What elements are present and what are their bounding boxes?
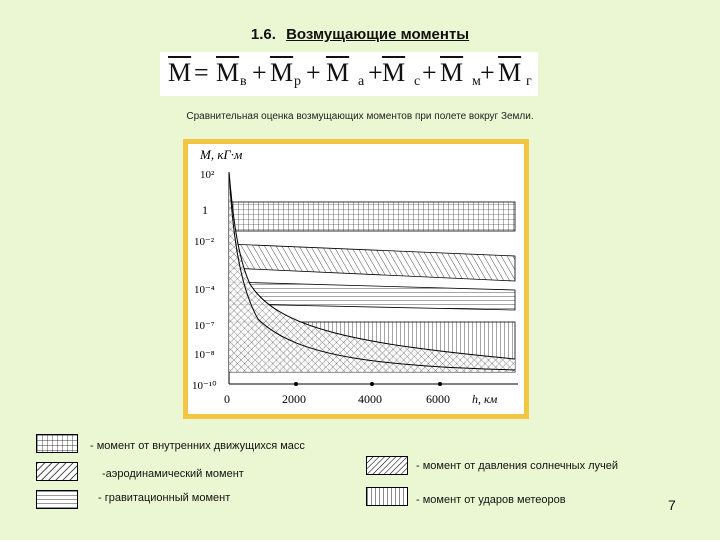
x-tick-mark <box>438 382 442 386</box>
formula-plus: + <box>252 58 267 87</box>
y-tick-label: 10² <box>200 169 215 181</box>
formula-term: $\overline{M}$ <box>270 58 294 87</box>
band-solar-pressure <box>229 244 515 281</box>
formula-subscript: р <box>294 74 301 89</box>
x-axis-label: h, км <box>472 392 498 406</box>
formula-subscript: м <box>472 74 481 89</box>
formula-plus: + <box>422 58 437 87</box>
legend-label-internal-masses: - момент от внутренних движущихся масс <box>90 440 305 452</box>
legend-swatch-internal-masses <box>36 434 78 453</box>
formula-plus: + <box>368 58 383 87</box>
legend-label-aerodynamic: -аэродинамический момент <box>102 468 244 480</box>
page-number: 7 <box>668 497 676 513</box>
legend-swatch-aerodynamic <box>36 462 78 481</box>
y-tick-label: 10⁻⁸ <box>194 349 215 361</box>
y-axis-label: M, кГ·м <box>200 147 243 162</box>
y-tick-label: 10⁻⁷ <box>194 320 215 332</box>
formula-term: $\overline{M}$ <box>498 58 522 87</box>
formula-plus: + <box>480 58 495 87</box>
formula-subscript: г <box>526 74 532 89</box>
y-tick-label: 10⁻² <box>194 236 215 248</box>
legend-swatch-solar-pressure <box>366 456 408 475</box>
x-tick-mark <box>294 382 298 386</box>
legend-swatch-meteor-impacts <box>366 487 408 506</box>
torque-sum-formula <box>160 52 538 96</box>
slide-title-text: Возмущающие моменты <box>286 26 470 43</box>
legend-label-gravitational: - гравитационный момент <box>98 492 231 504</box>
legend-label-meteor-impacts: - момент от ударов метеоров <box>416 494 566 506</box>
formula-subscript: с <box>414 74 421 89</box>
y-tick-label: 10⁻⁴ <box>194 284 215 296</box>
formula-term: $\overline{M}$ <box>326 58 350 87</box>
y-tick-label: 10⁻¹⁰ <box>192 380 217 392</box>
legend-swatch-gravitational <box>36 490 78 509</box>
band-internal-masses <box>229 202 515 231</box>
formula-subscript: а <box>358 74 365 89</box>
x-tick-label: 4000 <box>358 392 382 406</box>
x-tick-mark <box>370 382 374 386</box>
formula-term: $\overline{M}$ <box>440 58 464 87</box>
slide-number: 1.6. <box>250 26 276 43</box>
formula-term: $\overline{M}$ <box>168 58 192 87</box>
formula-plus: + <box>306 58 321 87</box>
y-tick-label: 1 <box>202 203 208 217</box>
formula-subscript: в <box>240 74 247 89</box>
legend-label-solar-pressure: - момент от давления солнечных лучей <box>416 460 619 472</box>
formula-term: $\overline{M}$ <box>216 58 240 87</box>
slide-subtitle: Сравнительная оценка возмущающих моментов при полете вокруг Земли. <box>186 111 534 122</box>
x-tick-label: 0 <box>224 392 230 406</box>
formula-term: $\overline{M}$ <box>382 58 406 87</box>
x-tick-label: 6000 <box>426 392 450 406</box>
slide-title <box>0 26 720 43</box>
torque-chart <box>188 144 524 414</box>
formula-equals: = <box>194 58 209 87</box>
band-gravitational <box>229 282 515 310</box>
x-tick-label: 2000 <box>282 392 306 406</box>
